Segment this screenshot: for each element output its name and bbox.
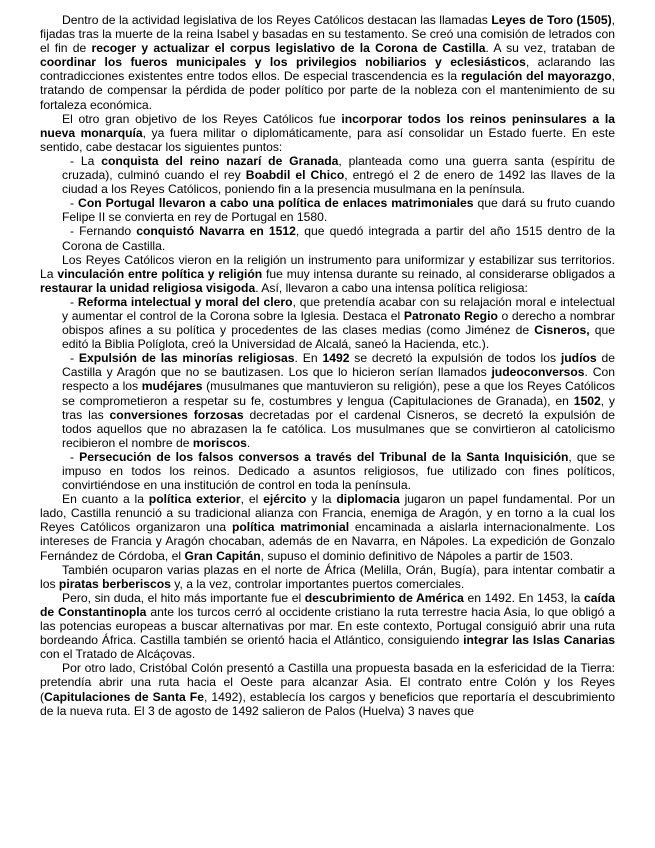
bold-text-run: Persecución de los falsos conversos a través del Tribunal de la Santa Inquisición	[79, 449, 569, 464]
bold-text-run: vinculación entre política y religión	[57, 266, 263, 281]
text-run: ante los turcos cerró al occidente cristiano la ruta terrestre hacia Asia, lo que obligó a las potencias europeas a buscar alternativas por mar. En este contexto, Portugal consiguió abrir una ruta bordeando África. Castilla también se orientó hacia el Atlántico, consiguiendo	[40, 604, 615, 648]
text-run: , que pretendía acabar con su relajación moral e intelectual y aumentar el control de la Corona sobre la Iglesia. Destaca el	[62, 294, 615, 323]
bold-text-run: Gran Capitán	[184, 548, 261, 563]
bold-text-run: conquistó Navarra en 1512	[136, 224, 296, 239]
bold-text-run: integrar las Islas Canarias	[463, 633, 615, 648]
bold-text-run: ejército	[263, 492, 307, 507]
text-run: Por otro lado, Cristóbal Colón presentó a Castilla una propuesta basada en la esfericidad de la Tierra: pretendía abrir una ruta hacia el Oeste para alcanzar Asia. El contrato entre Colón y los Reyes (	[40, 661, 615, 704]
text-run: fue muy intensa durante su reinado, al considerarse obligados a	[262, 266, 615, 281]
bold-text-run: judeoconversos	[491, 365, 585, 380]
text-run: de Castilla y Aragón que no se bautizasen. Los que lo hicieron serían llamados	[62, 351, 615, 380]
bold-text-run: regulación del mayorazgo	[460, 69, 612, 84]
bold-text-run: política matrimonial	[231, 520, 350, 535]
text-run: -	[70, 294, 78, 309]
text-run: Los Reyes Católicos vieron en la religión un instrumento para uniformizar y estabilizar sus territorios. La	[40, 252, 615, 281]
text-run: decretadas por el cardenal Cisneros, se decretó la expulsión de todos aquellos que no abrazasen la fe católica. Los musulmanes que se convirtieron al catolicismo recibieron el nombre de	[62, 407, 615, 450]
bold-text-run: Leyes de Toro (1505)	[491, 13, 612, 27]
body-paragraph	[40, 253, 615, 295]
bold-text-run: Reforma intelectual y moral del clero	[77, 294, 293, 309]
bold-text-run: Capitulaciones de Santa Fe	[44, 689, 204, 704]
body-paragraph	[40, 492, 615, 562]
text-run: jugaron un papel fundamental. Por un lado, Castilla renunció a su tradicional alianza con Francia, enemiga de Aragón, y en torno a la cual los Reyes Católicos organizaron una	[40, 492, 615, 535]
text-run: que editó la Biblia Políglota, creó la Universidad de Alcalá, saneó la Hacienda, etc.).	[62, 323, 615, 352]
bold-text-run: incorporar todos los reinos peninsulares a la nueva monarquía	[40, 111, 615, 140]
text-run: que dará su fruto cuando Felipe II se convierta en rey de Portugal en 1580.	[62, 196, 615, 225]
text-run: , y tras las	[62, 393, 615, 422]
text-run: -	[70, 351, 79, 366]
text-run: , que quedó integrada a partir del año 1515 dentro de la Corona de Castilla.	[62, 224, 616, 253]
document-body	[40, 13, 615, 718]
text-run: se decretó la expulsión de todos los	[349, 351, 561, 366]
body-paragraph	[40, 112, 615, 154]
bold-text-run: 1492	[322, 351, 350, 366]
text-run: y, a la vez, controlar importantes puertos comerciales.	[170, 576, 465, 591]
bold-text-run: restaurar la unidad religiosa visigoda	[40, 280, 256, 295]
text-run: - La	[70, 153, 102, 168]
text-run: , 1492), establecía los cargos y beneficios que reportaría el descubrimiento de la nueva ruta. El 3 de agosto de 1492 salieron de Palos (Huelva) 3 naves que	[40, 689, 615, 718]
text-run: (musulmanes que mantuvieron su religión), pese a que los Reyes Católicos se comprometieron a respetar su fe, costumbres y lengua (Capitulaciones de Granada), en	[62, 379, 615, 408]
text-run: , el	[240, 492, 264, 507]
list-item-paragraph	[40, 295, 615, 351]
text-run: , fijadas tras la muerte de la reina Isabel y basadas en su testamento. Se creó una comisión de letrados con el fin de	[40, 13, 615, 56]
text-run: , aclarando las contradicciones existentes entre todos ellos. De especial trascendencia es la	[40, 55, 615, 84]
text-run: , que se impuso en todos los reinos. Dedicado a asuntos religiosos, fue utilizado con fines políticos, convirtiéndose en una institución de control en toda la península.	[62, 449, 615, 493]
bold-text-run: piratas berberiscos	[58, 576, 171, 591]
body-paragraph	[40, 661, 615, 717]
text-run: El otro gran objetivo de los Reyes Católicos fue	[62, 111, 342, 126]
text-run: , entregó el 2 de enero de 1492 las llaves de la ciudad a los Reyes Católicos, poniendo fin a la presencia musulmana en la península.	[62, 168, 616, 197]
bold-text-run: coordinar los fueros municipales y los privilegios nobiliarios y eclesiásticos	[40, 55, 526, 70]
list-item-paragraph	[40, 224, 615, 252]
list-item-paragraph	[40, 196, 615, 224]
bold-text-run: diplomacia	[336, 492, 400, 507]
bold-text-run: conquista del reino nazarí de Granada	[101, 153, 339, 168]
bold-text-run: Expulsión de las minorías religiosas	[78, 351, 295, 366]
text-run: en 1492. En 1453, la	[463, 590, 584, 605]
text-run: -	[70, 449, 80, 464]
text-run: - Fernando	[70, 224, 137, 239]
text-run: , supuso el dominio definitivo de Nápoles a partir de 1503.	[260, 548, 574, 563]
text-run: . Con respecto a los	[62, 365, 615, 394]
bold-text-run: judíos	[560, 351, 597, 366]
list-item-paragraph	[40, 450, 615, 492]
body-paragraph	[40, 13, 615, 112]
list-item-paragraph	[40, 154, 615, 196]
text-run: -	[70, 196, 79, 211]
text-run: .	[246, 435, 251, 450]
bold-text-run: Patronato Regio	[403, 308, 498, 323]
bold-text-run: Cisneros,	[534, 323, 590, 338]
bold-text-run: caída de Constantinopla	[40, 590, 616, 619]
bold-text-run: Con Portugal llevaron a cabo una política de enlaces matrimoniales	[78, 196, 474, 211]
text-run: También ocuparon varias plazas en el norte de África (Melilla, Orán, Bugía), para intentar combatir a los	[40, 562, 615, 591]
text-run: , ya fuera militar o diplomáticamente, para así consolidar un Estado fuerte. En este sentido, cabe destacar los siguientes puntos:	[40, 125, 615, 154]
list-item-paragraph	[40, 351, 615, 450]
text-run: con el Tratado de Alcáçovas.	[40, 647, 196, 662]
text-run: . A su vez, trataban de	[485, 41, 615, 56]
text-run: . Así, llevaron a cabo una intensa política religiosa:	[255, 280, 528, 295]
body-paragraph	[40, 591, 615, 661]
text-run: Pero, sin duda, el hito más importante fue el	[62, 590, 305, 605]
text-run: , tratando de compensar la pérdida de poder político por parte de la nobleza con el mantenimiento de su fortaleza económica.	[40, 69, 615, 112]
bold-text-run: recoger y actualizar el corpus legislativo de la Corona de Castilla	[91, 41, 486, 56]
bold-text-run: moriscos	[192, 435, 247, 450]
bold-text-run: descubrimiento de América	[304, 590, 464, 605]
text-run: o derecho a nombrar obispos afines a su política y procedentes de las clases medias (como Jiménez de	[62, 308, 615, 338]
text-run: y la	[306, 492, 337, 507]
text-run: encaminada a aislarla internacionalmente. Los intereses de Francia y Aragón chocaban, además de en Navarra, en Nápoles. La expedición de Gonzalo Fernández de Córdoba, el	[40, 520, 615, 563]
text-run: Dentro de la actividad legislativa de los Reyes Católicos destacan las llamadas	[62, 13, 492, 27]
bold-text-run: mudéjares	[141, 379, 203, 394]
bold-text-run: Boabdil el Chico	[245, 168, 345, 183]
bold-text-run: conversiones forzosas	[109, 407, 244, 422]
body-paragraph	[40, 563, 615, 591]
text-run: En cuanto a la	[62, 492, 149, 507]
text-run: . En	[294, 351, 323, 366]
text-run: , planteada como una guerra santa (espíritu de cruzada), culminó cuando el rey	[62, 153, 615, 183]
bold-text-run: 1502	[573, 393, 601, 408]
bold-text-run: política exterior	[148, 492, 241, 507]
